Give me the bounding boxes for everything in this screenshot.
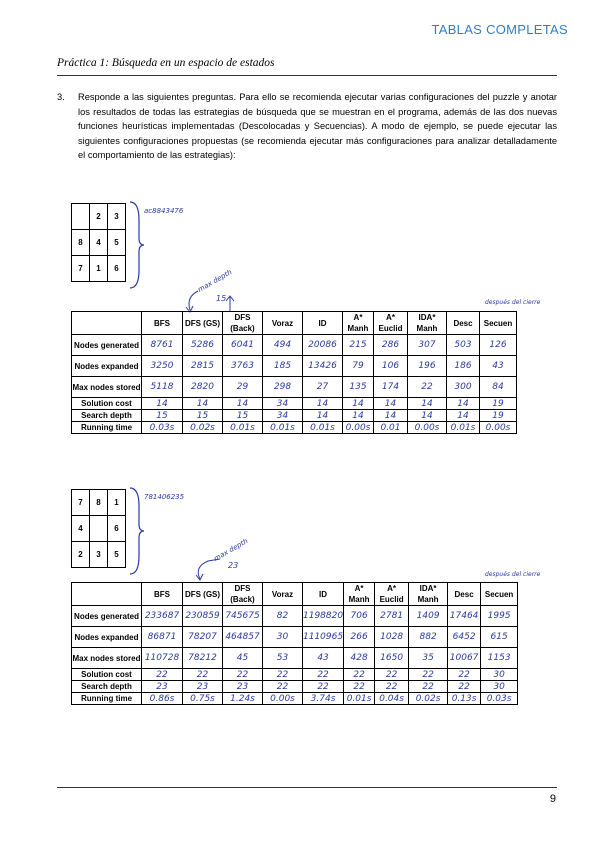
table-cell: 34	[263, 410, 303, 422]
column-header: DFS (GS)	[183, 312, 223, 335]
table-row	[72, 648, 518, 669]
puzzle-cell: 6	[108, 516, 126, 542]
puzzle-cell	[90, 516, 108, 542]
table-cell: 10067	[448, 648, 481, 669]
table-cell: 1409	[409, 606, 448, 627]
table-cell: 0.13s	[448, 693, 481, 705]
results-table-1	[71, 311, 517, 434]
table-cell: 53	[263, 648, 303, 669]
column-header: Voraz	[263, 583, 303, 606]
puzzle-cell	[72, 204, 90, 230]
table-cell: 494	[263, 335, 303, 356]
puzzle-cell: 4	[72, 516, 90, 542]
question-paragraph	[57, 90, 557, 163]
table-cell: 22	[223, 669, 263, 681]
table-row	[72, 681, 518, 693]
table-cell: 14	[374, 398, 408, 410]
row-label: Max nodes stored	[72, 377, 142, 398]
table-cell: 3763	[223, 356, 263, 377]
table-header-row	[72, 312, 517, 335]
column-header: IDA* Manh	[408, 312, 447, 335]
table-cell: 43	[303, 648, 344, 669]
table-cell: 34	[263, 398, 303, 410]
table-cell: 1995	[481, 606, 518, 627]
puzzle-cell: 1	[108, 490, 126, 516]
table-cell: 0.00s	[480, 422, 517, 434]
column-header	[72, 312, 142, 335]
table-cell: 35	[409, 648, 448, 669]
table-cell: 1110965	[303, 627, 344, 648]
row-label: Search depth	[72, 410, 142, 422]
table-cell: 0.03s	[142, 422, 183, 434]
puzzle-cell: 2	[90, 204, 108, 230]
table-cell: 0.01	[374, 422, 408, 434]
table-cell: 14	[447, 410, 480, 422]
table-row	[72, 669, 518, 681]
column-header: Voraz	[263, 312, 303, 335]
table-cell: 1028	[375, 627, 409, 648]
table-cell: 23	[142, 681, 183, 693]
table-1-maxdepth-note: max depth	[196, 268, 234, 294]
table-2-maxdepth-note: max depth	[212, 537, 250, 563]
table-cell: 14	[374, 410, 408, 422]
table-cell: 0.01s	[344, 693, 375, 705]
row-label: Nodes expanded	[72, 627, 142, 648]
table-cell: 86871	[142, 627, 183, 648]
table-cell: 22	[375, 669, 409, 681]
table-cell: 22	[303, 681, 344, 693]
row-label: Max nodes stored	[72, 648, 142, 669]
puzzle-row	[72, 516, 126, 542]
column-header: BFS	[142, 583, 183, 606]
row-label: Search depth	[72, 681, 142, 693]
puzzle-cell: 8	[90, 490, 108, 516]
column-header: Secuen	[481, 583, 518, 606]
table-cell: 6041	[223, 335, 263, 356]
table-cell: 82	[263, 606, 303, 627]
table-cell: 3.74s	[303, 693, 344, 705]
puzzle-2-grid	[71, 489, 126, 568]
table-row	[72, 422, 517, 434]
table-cell: 503	[447, 335, 480, 356]
table-cell: 5286	[183, 335, 223, 356]
table-cell: 1650	[375, 648, 409, 669]
table-cell: 14	[447, 398, 480, 410]
table-row	[72, 693, 518, 705]
row-label: Nodes generated	[72, 335, 142, 356]
column-header: A* Manh	[344, 583, 375, 606]
table-row	[72, 377, 517, 398]
table-cell: 14	[223, 398, 263, 410]
table-cell: 110728	[142, 648, 183, 669]
table-1-despues-note: después del cierre	[485, 299, 541, 306]
puzzle-cell: 5	[108, 230, 126, 256]
column-header: DFS (GS)	[183, 583, 223, 606]
column-header: BFS	[142, 312, 183, 335]
table-cell: 22	[263, 669, 303, 681]
puzzle-cell: 7	[72, 256, 90, 282]
table-cell: 464857	[223, 627, 263, 648]
table-cell: 215	[343, 335, 374, 356]
column-header	[72, 583, 142, 606]
table-cell: 14	[343, 410, 374, 422]
column-header: ID	[303, 312, 343, 335]
column-header: A* Euclid	[375, 583, 409, 606]
table-cell: 22	[409, 669, 448, 681]
header-title: TABLAS COMPLETAS	[431, 22, 568, 37]
table-cell: 22	[344, 681, 375, 693]
table-cell: 8761	[142, 335, 183, 356]
table-cell: 30	[481, 681, 518, 693]
row-label: Running time	[72, 693, 142, 705]
puzzle-cell: 8	[72, 230, 90, 256]
row-label: Nodes generated	[72, 606, 142, 627]
puzzle-row	[72, 256, 126, 282]
table-cell: 17464	[448, 606, 481, 627]
table-cell: 5118	[142, 377, 183, 398]
table-row	[72, 606, 518, 627]
table-cell: 0.03s	[481, 693, 518, 705]
table-cell: 298	[263, 377, 303, 398]
table-cell: 14	[142, 398, 183, 410]
table-cell: 23	[223, 681, 263, 693]
column-header: DFS (Back)	[223, 583, 263, 606]
question-number: 3.	[57, 92, 65, 102]
table-cell: 0.02s	[409, 693, 448, 705]
table-cell: 45	[223, 648, 263, 669]
puzzle-cell: 7	[72, 490, 90, 516]
page-subtitle: Práctica 1: Búsqueda en un espacio de estados	[57, 57, 275, 69]
page-number: 9	[549, 793, 556, 805]
table-cell: 0.00s	[343, 422, 374, 434]
puzzle-1-note: ac8843476	[144, 207, 184, 215]
table-cell: 27	[303, 377, 343, 398]
table-cell: 615	[481, 627, 518, 648]
table-cell: 30	[481, 669, 518, 681]
table-cell: 22	[344, 669, 375, 681]
subtitle-rule	[57, 75, 557, 76]
table-cell: 29	[223, 377, 263, 398]
table-cell: 14	[303, 398, 343, 410]
puzzle-row	[72, 490, 126, 516]
puzzle-cell: 3	[90, 542, 108, 568]
table-cell: 0.01s	[303, 422, 343, 434]
table-cell: 745675	[223, 606, 263, 627]
puzzle-cell: 2	[72, 542, 90, 568]
column-header: DFS (Back)	[223, 312, 263, 335]
table-cell: 23	[183, 681, 223, 693]
table-cell: 22	[183, 669, 223, 681]
table-cell: 1153	[481, 648, 518, 669]
table-row	[72, 627, 518, 648]
table-cell: 14	[408, 398, 447, 410]
puzzle-2-note: 781406235	[144, 493, 185, 501]
column-header: Desc	[447, 312, 480, 335]
puzzle-1-grid	[71, 203, 126, 282]
table-cell: 0.01s	[447, 422, 480, 434]
table-cell: 3250	[142, 356, 183, 377]
table-cell: 230859	[183, 606, 223, 627]
table-cell: 22	[375, 681, 409, 693]
table-2-arrow	[190, 553, 230, 581]
table-cell: 14	[183, 398, 223, 410]
table-cell: 2815	[183, 356, 223, 377]
puzzle-cell: 6	[108, 256, 126, 282]
table-cell: 6452	[448, 627, 481, 648]
column-header: A* Manh	[343, 312, 374, 335]
table-row	[72, 335, 517, 356]
table-cell: 78207	[183, 627, 223, 648]
table-cell: 307	[408, 335, 447, 356]
table-cell: 0.01s	[263, 422, 303, 434]
column-header: Secuen	[480, 312, 517, 335]
table-cell: 20086	[303, 335, 343, 356]
table-cell: 22	[263, 681, 303, 693]
table-cell: 0.86s	[142, 693, 183, 705]
table-cell: 2820	[183, 377, 223, 398]
row-label: Running time	[72, 422, 142, 434]
table-cell: 13426	[303, 356, 343, 377]
table-row	[72, 356, 517, 377]
table-cell: 2781	[375, 606, 409, 627]
table-cell: 15	[183, 410, 223, 422]
puzzle-cell: 5	[108, 542, 126, 568]
puzzle-cell: 4	[90, 230, 108, 256]
table-1-depth-15-note: 15	[216, 294, 227, 303]
table-cell: 185	[263, 356, 303, 377]
table-cell: 286	[374, 335, 408, 356]
results-table-2	[71, 582, 518, 705]
puzzle-cell: 1	[90, 256, 108, 282]
row-label: Solution cost	[72, 398, 142, 410]
table-cell: 233687	[142, 606, 183, 627]
row-label: Solution cost	[72, 669, 142, 681]
table-cell: 22	[448, 681, 481, 693]
table-cell: 706	[344, 606, 375, 627]
puzzle-row	[72, 230, 126, 256]
table-cell: 135	[343, 377, 374, 398]
table-cell: 30	[263, 627, 303, 648]
table-header-row	[72, 583, 518, 606]
table-cell: 84	[480, 377, 517, 398]
table-cell: 174	[374, 377, 408, 398]
table-cell: 0.00s	[408, 422, 447, 434]
table-cell: 1198820	[303, 606, 344, 627]
table-cell: 0.00s	[263, 693, 303, 705]
table-cell: 14	[303, 410, 343, 422]
table-cell: 0.02s	[183, 422, 223, 434]
table-cell: 22	[448, 669, 481, 681]
question-text: Responde a las siguientes preguntas. Para ello se recomienda ejecutar varias configuraciones del puzzle y anotar los resultados de todas las estrategias de búsqueda que se muestran en el programa, además de las dos nuevas funciones heurísticas implementadas (Descolocadas y Secuencias). A modo de ejemplo, se puede ejecutar las siguientes configuraciones propuestas (se recomienda ejecutar más configuraciones para analizar detalladamente el comportamiento de las estrategias):	[78, 92, 557, 160]
table-cell: 22	[142, 669, 183, 681]
table-cell: 22	[409, 681, 448, 693]
table-cell: 0.01s	[223, 422, 263, 434]
table-cell: 300	[447, 377, 480, 398]
table-cell: 19	[480, 410, 517, 422]
puzzle-row	[72, 542, 126, 568]
table-cell: 22	[408, 377, 447, 398]
table-2-despues-note: después del cierre	[485, 571, 541, 578]
table-cell: 186	[447, 356, 480, 377]
column-header: Desc	[448, 583, 481, 606]
table-cell: 106	[374, 356, 408, 377]
column-header: ID	[303, 583, 344, 606]
row-label: Nodes expanded	[72, 356, 142, 377]
table-cell: 14	[343, 398, 374, 410]
table-cell: 22	[303, 669, 344, 681]
table-cell: 126	[480, 335, 517, 356]
table-cell: 196	[408, 356, 447, 377]
column-header: IDA* Manh	[409, 583, 448, 606]
table-row	[72, 398, 517, 410]
table-cell: 0.04s	[375, 693, 409, 705]
table-cell: 79	[343, 356, 374, 377]
column-header: A* Euclid	[374, 312, 408, 335]
table-row	[72, 410, 517, 422]
table-cell: 15	[142, 410, 183, 422]
puzzle-cell: 3	[108, 204, 126, 230]
table-cell: 43	[480, 356, 517, 377]
table-cell: 15	[223, 410, 263, 422]
table-cell: 266	[344, 627, 375, 648]
table-cell: 1.24s	[223, 693, 263, 705]
table-cell: 882	[409, 627, 448, 648]
table-cell: 14	[408, 410, 447, 422]
footer-rule	[57, 787, 557, 788]
table-2-depth-23-note: 23	[228, 561, 239, 570]
table-cell: 0.75s	[183, 693, 223, 705]
puzzle-row	[72, 204, 126, 230]
table-cell: 428	[344, 648, 375, 669]
table-cell: 78212	[183, 648, 223, 669]
table-cell: 19	[480, 398, 517, 410]
